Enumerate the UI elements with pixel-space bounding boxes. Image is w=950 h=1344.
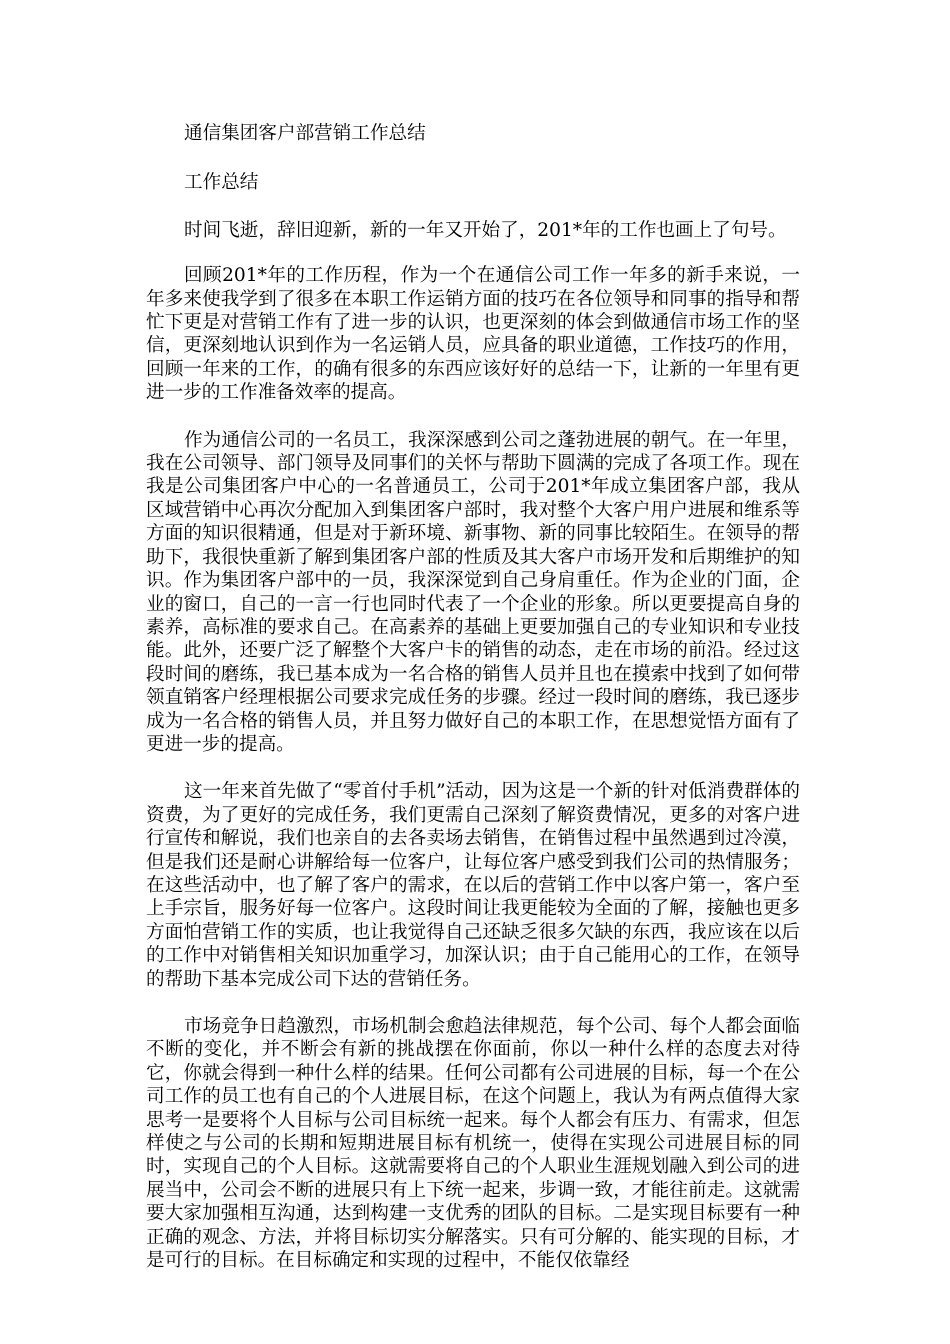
paragraph-role: 作为通信公司的一名员工，我深深感到公司之蓬勃进展的朝气。在一年里，我在公司领导、部门领导及同事们的关怀与帮助下圆满的完成了各项工作。现在我是公司集团客户中心的一名普通员工，公司于201*年成立集团客户部，我从区域营销中心再次分配加入到集团客户部时，我对整个大客户用户进展和维系等方面的知识很精通，但是对于新环境、新事物、新的同事比较陌生。在领导的帮助下，我很快重新了解到集团客户部的性质及其大客户市场开发和后期维护的知识。作为集团客户部中的一员，我深深觉到自己身肩重任。作为企业的门面，企业的窗口，自己的一言一行也同时代表了一个企业的形象。所以更要提高自身的素养，高标准的要求自己。在高素养的基础上更要加强自己的专业知识和专业技能。此外，还要广泛了解整个大客户卡的销售的动态，走在市场的前沿。经过这段时间的磨练，我已基本成为一名合格的销售人员并且也在摸索中找到了如何带领直销客户经理根据公司要求完成任务的步骤。经过一段时间的磨练，我已逐步成为一名合格的销售人员，并且努力做好自己的本职工作，在思想觉悟方面有了更进一步的提高。 — [146, 429, 800, 755]
document-subtitle: 工作总结 — [184, 172, 259, 194]
paragraph-review: 回顾201*年的工作历程，作为一个在通信公司工作一年多的新手来说，一年多来使我学到了很多在本职工作运销方面的技巧在各位领导和同事的指导和帮忙下更是对营销工作有了进一步的认识，也更深刻的体会到做通信市场工作的坚信，更深刻地认识到作为一名运销人员，应具备的职业道德，工作技巧的作用，回顾一年来的工作，的确有很多的东西应该好好的总结一下，让新的一年里有更进一步的工作准备效率的提高。 — [146, 265, 800, 404]
document-page — [146, 122, 800, 1296]
document-title: 通信集团客户部营销工作总结 — [184, 123, 426, 144]
paragraph-market: 市场竞争日趋激烈，市场机制会愈趋法律规范，每个公司、每个人都会面临不断的变化，并不断会有新的挑战摆在你面前，你以一种什么样的态度去对待它，你就会得到一种什么样的结果。任何公司都有公司进展的目标，每一个在公司工作的员工也有自己的个人进展目标，在这个问题上，我认为有两点值得大家思考一是要将个人目标与公司目标统一起来。每个人都会有压力、有需求，但怎样使之与公司的长期和短期进展目标有机统一，使得在实现公司进展目标的同时，实现自己的个人目标。这就需要将自己的个人职业生涯规划融入到公司的进展当中，公司会不断的进展只有上下统一起来，步调一致，才能往前走。这就需要大家加强相互沟通，达到构建一支优秀的团队的目标。二是实现目标要有一种正确的观念、方法，并将目标切实分解落实。只有可分解的、能实现的目标，才是可行的目标。在目标确定和实现的过程中，不能仅依靠经 — [146, 1016, 800, 1272]
intro-line: 时间飞逝，辞旧迎新，新的一年又开始了，201*年的工作也画上了句号。 — [184, 219, 787, 241]
paragraph-activity: 这一年来首先做了“零首付手机”活动，因为这是一个新的针对低消费群体的资费，为了更好的完成任务，我们更需自己深刻了解资费情况，更多的对客户进行宣传和解说，我们也亲自的去各卖场去销售，在销售过程中虽然遇到过冷漠，但是我们还是耐心讲解给每一位客户，让每位客户感受到我们公司的热情服务；在这些活动中，也了解了客户的需求，在以后的营销工作中以客户第一，客户至上手宗旨，服务好每一位客户。这段时间让我更能较为全面的了解，接触也更多方面怕营销工作的实质，也让我觉得自己还缺乏很多欠缺的东西，我应该在以后的工作中对销售相关知识加重学习，加深认识；由于自己能用心的工作，在领导的帮助下基本完成公司下达的营销任务。 — [146, 781, 800, 990]
